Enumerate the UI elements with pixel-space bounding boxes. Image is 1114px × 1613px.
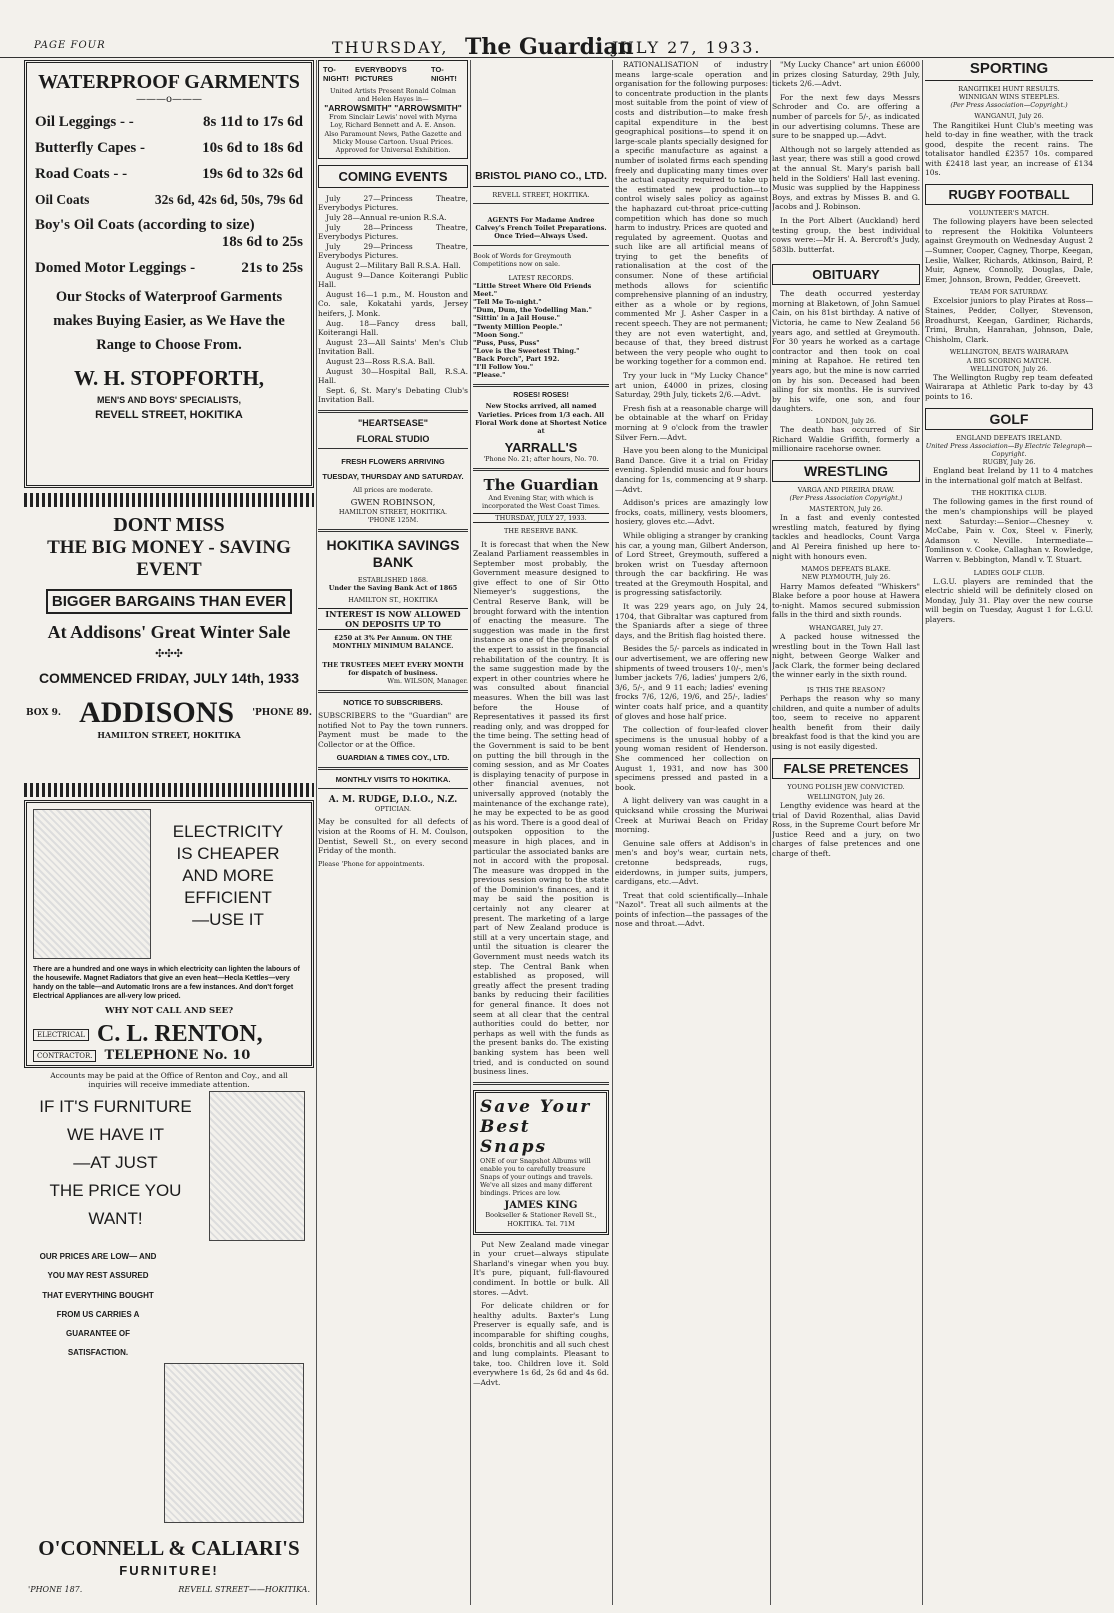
ladies-text: L.G.U. players are reminded that the electric shield will be definitely closed on Monday, July 31. Play over the new course will begin on Tuesday, August 1 for L.G.U. players.	[925, 576, 1093, 625]
mamos-heading: MAMOS DEFEATS BLAKE.	[801, 565, 891, 574]
renton-top	[33, 809, 305, 959]
monthly-visits: MONTHLY VISITS TO HOKITIKA.	[335, 775, 451, 785]
reason-heading: IS THIS THE REASON?	[806, 685, 886, 694]
van-note: A light delivery van was caught in a quicksand while crossing the Muriwai Creek at Muriwai Beach on Friday morning.	[615, 796, 768, 835]
renton-phone-row: CONTRACTOR. TELEPHONE No. 10	[33, 1048, 305, 1063]
obituary-text: The death occurred yesterday morning at Blaketown, of John Samuel Cain, on his 81st birthday. A native of Victoria, he came to New Zealand 56 years ago, and settled at Greymouth. For 30 years he worked as a cartage contractor and then took on coal mining at Rapahoe. He retired ten years ago, but the mine is now carried on by his son. Deceased had been ailing for six months. He is survived by his wife, one son, and four daughters.	[772, 289, 920, 414]
notice-title: NOTICE TO SUBSCRIBERS.	[343, 697, 443, 707]
page-number: PAGE FOUR	[34, 40, 106, 51]
column-rule	[612, 60, 613, 1605]
fresh-fish-note: Fresh fish at a reasonable charge will be obtainable at the wharf on Friday morning at 9 o'clock from the trawler Silver Fern.—Advt.	[615, 403, 768, 442]
divider-ornament: ———o———	[135, 94, 203, 105]
cough-note: For delicate children or for healthy adults. Baxter's Lung Preserver is equally safe, and is incomparable for shifting coughs, colds, bronchitis and all such chest and lung complaints. Pleasant to take, too. Children love it. Sold everywhere 1s 6d, 2s 6d and 4s 6d.—Advt.	[473, 1301, 609, 1387]
record-item: "Sittin' in a Jail House."	[473, 314, 561, 323]
event-item: August 9—Dance Koiterangi Public Hall.	[318, 270, 468, 290]
addisons-name: ADDISONS	[79, 696, 235, 729]
hunt-text: The Rangitikei Hunt Club's meeting was held to-day in fine weather, with the track good, despite the recent rains. The totalisator handled £2357 10s. compared with £2418 last year, an increase of £134 10s.	[925, 120, 1093, 178]
renton-headline: ELECTRICITY	[172, 822, 284, 841]
london-dateline: LONDON, July 26.	[815, 417, 877, 425]
column-rule	[316, 60, 317, 1605]
notice-text: SUBSCRIBERS to the "Guardian" are notified Not to Pay the town runners. Payment must be made to the Collector or at the Office.	[318, 710, 468, 749]
roses-text: New Stocks arrived, all named Varieties. Prices from 1/3 each. All Floral Work done at Shortest Notice at	[475, 402, 607, 435]
price-row: Oil Coats 32s 6d, 42s 6d, 50s, 79s 6d	[35, 192, 303, 207]
london-text: The death has occurred of Sir Richard Waldie Griffith, formerly a millionaire racehorse owner.	[772, 425, 920, 454]
chairs-illustration	[164, 1363, 304, 1523]
rudge-text: May be consulted for all defects of vision at the Rooms of H. M. Coulson, Dentist, Sewell St., on every second Friday of the month.	[318, 817, 468, 856]
renton-call: WHY NOT CALL AND SEE?	[104, 1006, 234, 1017]
polish-heading: YOUNG POLISH JEW CONVICTED.	[787, 782, 905, 791]
latest-records: LATEST RECORDS.	[508, 273, 574, 282]
furniture-line: WE HAVE IT	[67, 1125, 164, 1145]
addison-note: Addison's prices are amazingly low frocks, coats, millinery, vests bloomers, hosiery, gloves etc.—Advt.	[615, 498, 768, 527]
rationalisation-text: RATIONALISATION of industry means large-scale operation and organisation for the following purposes: to concentrate production in the plants most suitable from the point of view of costs and distribution—to make fresh capital expenditure in the best geographical positions—to spend it on large-scale plants specially designed for a specific manufacture as against a number of isolated firms each spending freely and duplicating many times over the actual capacity required to take up the estimated new production—to control wisely sales policy as against the haphazard cut-throat price-cutting competition which has done so much harm to industry. Prices are quoted and regulated by agreement. Quotas and such like are all artificial means of trying to get the benefits of rationalisation at the cost of the consumer. None of these artificial methods allows for scientific comprehensive planning of an industry, either as a whole or by regions, commented Mr J. Asher Casper in a recent speech. They are not permanent; they are not even watertight, and, because of that, they breed distrust between the very people who ought to be working together for a common end.	[615, 60, 768, 367]
event-item: Aug. 18—Fancy dress ball, Koiterangi Hall.	[318, 318, 468, 338]
yarrall-phone: 'Phone No. 21; after hours, No. 70.	[483, 454, 599, 463]
masthead	[0, 0, 1114, 58]
masthead-day: THURSDAY,	[332, 38, 449, 57]
bank-manager: Wm. WILSON, Manager.	[387, 676, 468, 685]
mamos-text: Harry Mamos defeated "Whiskers" Blake before a poor house at Hawera to-night. Mamos secured submission falls in the third and sixth rounds.	[772, 581, 920, 620]
furniture-ad	[24, 1073, 314, 1603]
ladies-heading: LADIES GOLF CLUB.	[973, 568, 1045, 577]
clover-note: The collection of four-leafed clover specimens is the unusual hobby of a young woman resident of Henderson. She commenced her collection on August 1, 1931, and now has 300 specimens pressed and pasted in a book.	[615, 725, 768, 792]
club-text: The following games in the first round of the men's championships will be played next Saturday:—Senior—Chesney v. McCabe, Pain v. Cox, Steel v. Finerly, Adamson v. Neville. Intermediate—Tomlinson v. Cooke, Callaghan v. Rowledge, Warren v. Bebbington, Mandl v. T. Stuart.	[925, 497, 1093, 564]
obituary-heading: OBITUARY	[772, 264, 920, 285]
event-item: Sept. 6, St. Mary's Debating Club's Invitation Ball.	[318, 385, 468, 405]
ad-line: COMMENCED FRIDAY, JULY 14th, 1933	[38, 670, 300, 686]
coming-events-title: COMING EVENTS	[318, 165, 468, 188]
lucky-chance-note: Try your luck in "My Lucky Chance" art union, £4000 in prizes, closing Saturday, 29th July, tickets 2/6.—Advt.	[615, 371, 768, 400]
flower-prices: All prices are moderate.	[353, 485, 433, 494]
furniture-line: —AT JUST	[73, 1153, 158, 1173]
furniture-firm: O'CONNELL & CALIARI'S	[38, 1536, 300, 1560]
team-text: Excelsior juniors to play Pirates at Ross—Staines, Pedder, Collyer, Stevenson, Broadhurst, Keegan, Gardiner, Richards, Trimi, Bruhn, Hanrahan, Johnson, Dale, Chisholm, Clark.	[925, 296, 1093, 344]
ad-line: THE BIG MONEY - SAVING EVENT	[47, 537, 291, 580]
notice-firm: GUARDIAN & TIMES COY., LTD.	[336, 753, 450, 763]
column-rule	[922, 60, 923, 1605]
volunteer-heading: VOLUNTEER'S MATCH.	[968, 209, 1050, 218]
event-item: August 23—Ross R.S.A. Ball.	[326, 356, 436, 366]
ornament-strip	[24, 783, 314, 797]
boys-line: Boy's Oil Coats (according to size)	[35, 217, 255, 233]
record-item: "Love is the Sweetest Thing."	[473, 346, 580, 355]
pictures-presents: United Artists Present Ronald Colman and Helen Hayes in—	[329, 87, 456, 104]
lucky-chance-note: "My Lucky Chance" art union £6000 in prizes closing Saturday, 29th July, tickets 2/6.—Advt.	[772, 60, 920, 89]
records-list	[473, 282, 609, 380]
guardian-date: THURSDAY, JULY 27, 1933.	[473, 513, 609, 523]
renton-body: There are a hundred and one ways in which electricity can lighten the labours of the housewife. Magnet Radiators that give an even heat—Hecla Kettles—very handy on the table—and Automatic Irons are a few instances. And don't forget Electrical Appliances are all-very low priced.	[33, 966, 300, 1001]
golf-text: England beat Ireland by 11 to 4 matches in the international golf match at Belfast.	[925, 466, 1093, 485]
varga-heading: VARGA AND PIREIRA DRAW.	[797, 485, 895, 494]
ornament-strip	[24, 493, 314, 507]
false-pretences-text: Lengthy evidence was heard at the trial of David Rozenthal, alias David Ross, in the Supreme Court before Mr Justice Reed and a jury, on two charges of false pretences and one charge of theft.	[772, 800, 920, 858]
scoring-heading: A BIG SCORING MATCH.	[966, 356, 1052, 365]
record-item: "Please."	[473, 371, 506, 380]
book-of-words: Book of Words for Greymouth Competitions now on sale.	[473, 251, 572, 268]
renton-name: C. L. RENTON,	[97, 1021, 263, 1048]
reason-text: Perhaps the reason why so many children, and quite a number of adults too, seem to receive no apparent health benefit from their daily breakfast food is that the kind you are using is not easily digested.	[772, 694, 920, 752]
bank-meet: THE TRUSTEES MEET EVERY MONTH for dispatch of business.	[322, 660, 464, 677]
wrestling-heading: WRESTLING	[772, 460, 920, 482]
bank-est: ESTABLISHED 1868.	[357, 575, 429, 584]
furniture-line: WANT!	[88, 1209, 143, 1229]
boys-price: 18s 6d to 25s	[221, 234, 303, 250]
bank-street: HAMILTON ST., HOKITIKA	[348, 596, 438, 605]
sporting-heading: SPORTING	[925, 60, 1093, 81]
guardian-nameplate: The Guardian	[483, 476, 599, 494]
ad-line: DONT MISS	[113, 514, 225, 536]
false-pretences-heading: FALSE PRETENCES	[772, 758, 920, 779]
event-item: August 23—All Saints' Men's Club Invitation Ball.	[318, 337, 468, 357]
ornament: ✣✣✣	[155, 647, 183, 660]
renton-headline: —USE IT	[192, 910, 264, 930]
press-credit: (Per Press Association Copyright.)	[789, 494, 903, 503]
record-item: "I'll Follow You."	[473, 363, 534, 372]
james-king-sub: Bookseller & Stationer Revell St., HOKITIKA. Tel. 71M	[485, 1211, 597, 1228]
roses-title: ROSES! ROSES!	[513, 392, 569, 400]
column-4	[615, 60, 768, 1605]
masthead-date: JULY 27, 1933.	[612, 38, 762, 57]
winnigan-heading: WINNIGAN WINS STEEPLES.	[958, 93, 1060, 102]
wellington-dateline: WELLINGTON, July 26.	[807, 792, 885, 801]
renton-accounts: Accounts may be paid at the Office of Renton and Coy., and all inquiries will receive immediate attention.	[50, 1071, 288, 1090]
vinegar-note: Put New Zealand made vinegar in your cruet—always stipulate Sharland's vinegar when you buy. It's pure, piquant, full-flavoured condiment. In bottle or bulk. All stores. —Advt.	[473, 1239, 609, 1297]
event-item: August 30—Hospital Ball, R.S.A. Hall.	[318, 366, 468, 386]
furniture-line: THE PRICE YOU	[49, 1181, 182, 1201]
masterton-dateline: MASTERTON, July 26.	[809, 505, 883, 514]
rangitikei-heading: RANGITIKEI HUNT RESULTS.	[958, 85, 1060, 93]
gwen-phone: 'PHONE 125M.	[367, 516, 419, 525]
column-rule	[470, 60, 471, 1605]
renton-ad	[24, 800, 314, 1090]
firm-name: W. H. STOPFORTH,	[73, 365, 265, 390]
radiator-illustration	[33, 809, 151, 959]
furniture-small: OUR PRICES ARE LOW— AND YOU MAY REST ASSURED THAT EVERYTHING BOUGHT FROM US CARRIES A GUARANTEE OF SATISFACTION.	[39, 1252, 157, 1358]
volunteer-text: The following players have been selected to represent the Hokitika Volunteers against Greymouth on Wednesday August 2—Sumner, Cooper, Cagney, Thorpe, Keegan, Leslie, Walker, Richards, Atkinson, Baird, P. Muir, Agnew, Connolly, Douglas, Dale, Emer, Johnson, Brown, Pedder, Greevett.	[925, 217, 1093, 284]
record-item: "Tell Me To-night."	[473, 298, 542, 307]
bank-act: Under the Saving Bank Act of 1865	[328, 584, 458, 593]
rugby-heading: RUGBY FOOTBALL	[925, 184, 1093, 205]
firm-sub: MEN'S AND BOYS' SPECIALISTS,	[97, 394, 241, 405]
herd-test-note: In the Port Albert (Auckland) herd testing group, the best individual cows were:—Mr H. A. Bercroft's Judy, 583lb. butterfat.	[772, 215, 920, 254]
bank-interest: INTEREST IS NOW ALLOWED ON DEPOSITS UP TO	[318, 608, 468, 630]
press-credit: (Per Press Association—Copyright.)	[950, 101, 1068, 110]
furniture-sub: FURNITURE!	[119, 1563, 219, 1578]
band-dance-note: Have you been along to the Municipal Band Dance. Give it a trial on Friday evening. Splendid music and four hours dancing for 1s, commencing at 9 sharp.—Advt.	[615, 446, 768, 494]
ad-title: WATERPROOF GARMENTS	[38, 71, 300, 93]
bank-rate: £250 at 3% Per Annum. ON THE MONTHLY MINIMUM BALANCE.	[332, 634, 454, 651]
bristol-street: REVELL STREET, HOKITIKA.	[492, 191, 590, 199]
price-row: Butterfly Capes - 10s 6d to 18s 6d	[35, 140, 303, 156]
gwen-name: GWEN ROBINSON,	[350, 498, 436, 509]
renton-headline: EFFICIENT	[184, 888, 272, 908]
ad-line: At Addisons' Great Winter Sale	[47, 622, 291, 642]
renton-phone: TELEPHONE No. 10	[104, 1048, 251, 1064]
firm-address: REVELL STREET, HOKITIKA	[95, 408, 243, 421]
gwen-address: HAMILTON STREET, HOKITIKA.	[338, 508, 448, 517]
wrestling-text: In a fast and evenly contested wrestling match, featured by flying tackles and headlocks, Count Varga and Al Pereira finished up here to-night with honours even.	[772, 513, 920, 561]
golf-heading: GOLF	[925, 408, 1093, 430]
bank-title: HOKITIKA SAVINGS BANK	[326, 537, 460, 571]
schroder-note: For the next few days Messrs Schroder and Co. are offering a number of parcels for 5/-, as indicated in our advertising columns. These are sure to be snapped up.—Advt.	[772, 92, 920, 141]
stranger-note: While obliging a stranger by cranking his car, a young man, Gilbert Anderson, of Lord Street, Greymouth, suffered a broken wrist on Tuesday afternoon through the car backfiring. He was treated at the Greymouth Hospital, and is progressing satisfactorily.	[615, 530, 768, 598]
wellington-dateline: WELLINGTON, July 26.	[970, 364, 1048, 373]
column-ads	[24, 60, 314, 1605]
reserve-bank-text: It is forecast that when the New Zealand Parliament reassembles in September most probably, the Government measure designed to give effect to one of Sir Otto Niemeyer's suggestions, the Central Reserve Bank, will be brought forward with the intention of enacting the measure. The suggestion was made in the first instance as one of the proposals of the expert to assist in the financial rehabilitation of the country. It is the same suggestion made by the expert in other countries where he was consulted about financial measures. When the bill was last before the House of Representatives it passed its first reading only, and was dropped for the time being. The setting head of the Government is said to be bent on putting the bill through in the coming session, and as Mr Coates is displaying tenacity of purpose in other financial avenues, not universally approved (notably the maintenance of the exchange rate), he may be expected to be as good as his word. There is a good deal of outspoken opposition to the measure in high places, and in particular the associated banks are not in accord with the proposal. The measure was dropped in the previous session owing to the state of the Dominion's finances, and it may be said the position is certainly not any clearer at present. The marketing of a large part of New Zealand produce is still at a very uncertain stage, and until the situation is clearer the Government must needs watch its step. The Central Bank when established as proposed, will greatly affect the present trading banks by reducing their facilities for general finance. It does not seem at all clear that the central authorities could do better, nor perhaps as well with the funds as the present banks do. The existing banking system has been well tried, and is conducted on sound business lines.	[473, 539, 609, 1077]
event-item: July 27—Princess Theatre, Everybodys Pictures.	[318, 193, 468, 213]
addisons-ad	[24, 510, 314, 780]
armchair-illustration	[209, 1091, 305, 1241]
united-credit: United Press Association—By Electric Telegraph—Copyright.	[925, 441, 1093, 458]
event-item: August 2—Military Ball R.S.A. Hall.	[326, 261, 461, 271]
ad-line: BIGGER BARGAINS THAN EVER	[46, 589, 292, 614]
record-item: "Moon Song."	[473, 330, 524, 339]
parish-ball-note: Although not so largely attended as last year, there was still a good crowd at the annual St. Mary's parish ball held in the Soldiers' Hall last evening. Music was supplied by the Happiness Boys, and extras by Misses B. and G. Jacobs and J. Robinson.	[772, 144, 920, 212]
heartsease-title: "HEARTSEASE"	[357, 417, 429, 428]
wanganui-dateline: WANGANUI, July 26.	[974, 112, 1044, 121]
event-item: August 16—1 p.m., M. Houston and Co. sale, Kokatahi yards, Jersey heifers, J. Monk.	[318, 289, 468, 318]
column-3	[473, 60, 609, 1605]
pictures-text: From Sinclair Lewis' novel with Myrna Loy, Richard Bennett and A. E. Anson. Also Paramount News, Pathe Gazette and Micky Mouse Cartoon. Usual Prices. Approved for Universal Exhibition.	[324, 113, 462, 154]
whangarei-text: A packed house witnessed the wrestling bout in the Town Hall last night, between George Walker and Jack Clark, the former being declared the winner early in the sixth round.	[772, 632, 920, 680]
whangarei-dateline: WHANGAREI, July 27.	[809, 623, 883, 632]
record-item: "Puss, Puss, Puss"	[473, 338, 540, 347]
renton-headline: IS CHEAPER	[176, 844, 280, 864]
guardian-text: And Evening Star, with which is incorporated the West Coast Times.	[482, 494, 600, 511]
rudge-title: OPTICIAN.	[374, 805, 412, 814]
furniture-footer: 'PHONE 187. REVELL STREET——HOKITIKA.	[28, 1585, 310, 1594]
addisons-address: HAMILTON STREET, HOKITIKA	[97, 730, 241, 740]
record-item: "Twenty Million People."	[473, 322, 563, 331]
event-item: July 28—Princess Theatre, Everybodys Pictures.	[318, 222, 468, 242]
addisons-footer: BOX 9. ADDISONS 'PHONE 89.	[26, 696, 312, 729]
snapshot-headline: Save Your	[480, 1096, 592, 1117]
snapshot-headline: Best Snaps	[480, 1116, 548, 1157]
wellington-text: The Wellington Rugby rep team defeated Wairarapa at Athletic Park to-day by 43 points to 16.	[925, 372, 1093, 401]
flower-days: TUESDAY, THURSDAY AND SATURDAY.	[322, 471, 464, 481]
column-5	[772, 60, 920, 1605]
new-plymouth-dateline: NEW PLYMOUTH, July 26.	[801, 573, 891, 582]
gibraltar-note: It was 229 years ago, on July 24, 1704, that Gibraltar was captured from the Spaniards after a siege of three days, and the British flag hoisted there.	[615, 602, 768, 640]
column-2	[318, 60, 468, 1605]
price-row: Oil Leggings - - 8s 11d to 17s 6d	[35, 114, 303, 130]
renton-headline: AND MORE	[182, 866, 274, 886]
snapshot-text: ONE of our Snapshot Albums will enable you to carefully treasure Snaps of your outings and travels. We've all sizes and many different bindings. Prices are low.	[480, 1156, 593, 1198]
events-list	[318, 194, 468, 405]
besides-note: Besides the 5/- parcels as indicated in our advertisement, we are offering new shipments of tweed trousers 10/-, men's lumber jackets 7/6, ladies' jumpers 2/6, 3/6, 5/-, and 9 11 each; ladies' evening frocks 7/6, 12/6, 19/6, and 25/-, ladies' winter coats half price, and a quantity of gloves and hose half price.	[615, 644, 768, 721]
bristol-agents: AGENTS For Madame Andree Calvey's French Toilet Preparations. Once Tried—Always Used.	[475, 216, 607, 241]
column-rule	[770, 60, 771, 1605]
record-item: "Little Street Where Old Friends Meet."	[473, 281, 592, 298]
floral-studio: FLORAL STUDIO	[356, 433, 430, 444]
club-heading: THE HOKITIKA CLUB.	[971, 489, 1047, 498]
england-heading: ENGLAND DEFEATS IRELAND.	[956, 433, 1062, 442]
event-item: July 29—Princess Theatre, Everybodys Pictures.	[318, 241, 468, 261]
james-king: JAMES KING	[504, 1200, 578, 1212]
event-item: July 28—Annual re-union R.S.A.	[326, 213, 447, 223]
furniture-line: IF IT'S FURNITURE	[39, 1097, 192, 1116]
nazol-note: Treat that cold scientifically—Inhale "Nazol". Treat all such ailments at the points of infection—the passages of the nose and throat.—Advt.	[615, 890, 768, 929]
stock-text: Our Stocks of Waterproof Garments makes Buying Easier, as We Have the Range to Choose From.	[53, 289, 285, 353]
yarrall-name: YARRALL'S	[504, 439, 578, 455]
rudge-phone: Please 'Phone for appointments.	[318, 859, 425, 868]
price-row: Domed Motor Leggings - 21s to 25s	[35, 260, 303, 276]
renton-name-row: ELECTRICAL C. L. RENTON,	[33, 1021, 305, 1048]
stopforth-ad	[24, 60, 314, 488]
column-6	[925, 60, 1093, 1605]
rudge-name: A. M. RUDGE, D.I.O., N.Z.	[328, 795, 458, 806]
wellington-beats-heading: WELLINGTON, BEATS WAIRARAPA	[949, 348, 1069, 357]
snapshot-ad	[473, 1090, 609, 1235]
reserve-bank-heading: THE RESERVE BANK.	[504, 527, 578, 536]
price-row: Road Coats - - 19s 6d to 32s 6d	[35, 166, 303, 182]
team-heading: TEAM FOR SATURDAY.	[970, 288, 1048, 297]
record-item: "Back Porch", Part 192.	[473, 355, 560, 363]
masthead-title: The Guardian	[465, 34, 634, 60]
bristol-title: BRISTOL PIANO CO., LTD.	[475, 170, 607, 182]
genuine-sale-note: Genuine sale offers at Addison's in men's and boy's wear, curtain nets, cretonne bedspreads, rugs, eiderdowns, in jumper suits, jumpers, cardigans, etc.—Advt.	[615, 838, 768, 887]
pictures-ad: TO-NIGHT! EVERYBODYS PICTURES TO-NIGHT! United Artists Present Ronald Colman and Helen Hayes in— "ARROWSMITH" "ARROWSMITH" From Sinclair Lewis' novel with Myrna Loy, Richard Bennett and A. E. Anson. Also Paramount News, Pathe Gazette and Micky Mouse Cartoon. Usual Prices. Approved for Universal Exhibition.	[318, 60, 468, 159]
rugby-dateline: RUGBY, July 26.	[982, 457, 1036, 466]
fresh-flowers: FRESH FLOWERS ARRIVING	[341, 456, 445, 466]
record-item: "Dum, Dum, the Yodelling Man."	[473, 306, 592, 315]
